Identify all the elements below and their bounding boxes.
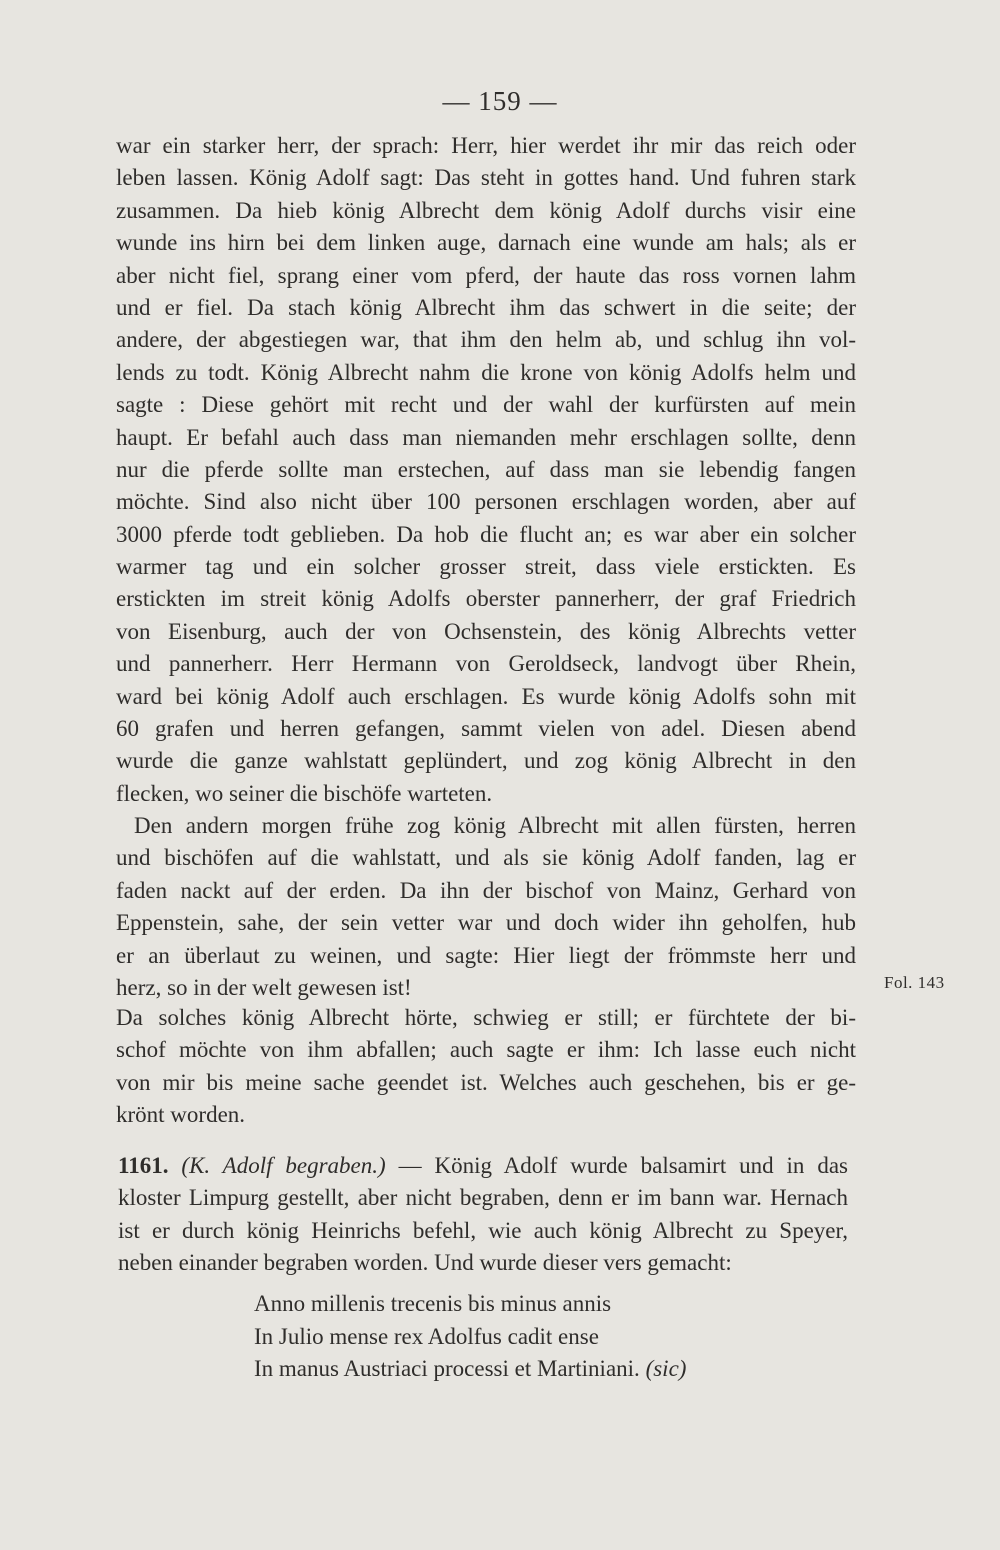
text-line: Den andern morgen frühe zog könig Albrecht mit allen fürsten, herren — [134, 813, 856, 838]
text-line: er an überlaut zu weinen, und sagte: Hier liegt der frömmste herr und — [116, 942, 856, 968]
margin-folio-note: Fol. 143 — [884, 973, 945, 992]
text-line: aber nicht fiel, sprang einer vom pferd, der haute das ross vornen lahm — [116, 262, 856, 288]
text-line: herz, so in der welt gewesen ist! — [116, 974, 412, 1000]
latin-verse — [254, 1288, 686, 1386]
text-line: und pannerherr. Herr Hermann von Geroldseck, landvogt über Rhein, — [116, 651, 856, 677]
text-line: Da solches könig Albrecht hörte, schwieg er still; er fürchtete der bi- — [116, 1005, 856, 1030]
text-line: leben lassen. König Adolf sagt: Das steht in gottes hand. Und fuhren stark — [116, 165, 856, 191]
text-line: warmer tag und ein solcher grosser streit, dass viele erstickten. Es — [116, 554, 856, 580]
text-line: 3000 pferde todt geblieben. Da hob die flucht an; es war aber ein solcher — [116, 521, 856, 547]
text-line: Eppenstein, sahe, der sein vetter war und doch wider ihn geholfen, hub — [116, 910, 856, 936]
entry-number: 1161. — [118, 1153, 169, 1178]
text-line: kloster Limpurg gestellt, aber nicht begraben, denn er im bann war. Hernach — [118, 1185, 848, 1211]
text-line: faden nackt auf der erden. Da ihn der bischof von Mainz, Gerhard von — [116, 877, 856, 903]
text-line: von Eisenburg, auch der von Ochsenstein, des könig Albrechts vetter — [116, 618, 856, 644]
text-line: von mir bis meine sache geendet ist. Welches auch geschehen, bis er ge- — [116, 1069, 856, 1095]
text-line: war ein starker herr, der sprach: Herr, hier werdet ihr mir das reich oder — [116, 133, 856, 158]
text-line: andere, der abgestiegen war, that ihm den helm ab, und schlug ihn vol- — [116, 327, 856, 353]
text-line: ward bei könig Adolf auch erschlagen. Es wurde könig Adolfs sohn mit — [116, 683, 856, 709]
text-line: wunde ins hirn bei dem linken auge, darnach eine wunde am hals; als er — [116, 230, 856, 256]
text-line: sagte : Diese gehört mit recht und der wahl der kurfürsten auf mein — [116, 392, 856, 418]
text-line: flecken, wo seiner die bischöfe warteten. — [116, 780, 493, 806]
text-line: wurde die ganze wahlstatt geplündert, und zog könig Albrecht in den — [116, 748, 856, 774]
text-line: krönt worden. — [116, 1102, 246, 1128]
paragraph-battle — [116, 130, 856, 810]
verse-line-text: In manus Austriaci processi et Martiniani. — [254, 1356, 640, 1381]
text-line: neben einander begraben worden. Und wurde dieser vers gemacht: — [118, 1250, 732, 1276]
entry-heading-line — [118, 1150, 848, 1182]
entry-1161 — [118, 1150, 848, 1280]
paragraph-silence — [116, 1002, 856, 1132]
page-number: — 159 — — [442, 86, 558, 116]
text-line: 60 grafen und herren gefangen, sammt vielen von adel. Diesen abend — [116, 716, 856, 742]
verse-line: In Julio mense rex Adolfus cadit ense — [254, 1323, 599, 1349]
text-line: nur die pferde sollte man erstechen, auf dass man sie lebendig fangen — [116, 456, 856, 482]
text-line: und bischöfen auf die wahlstatt, und als sie könig Adolf fanden, lag er — [116, 845, 856, 871]
sic-note: (sic) — [645, 1356, 687, 1381]
entry-first-line: — König Adolf wurde balsamirt und in das — [385, 1153, 848, 1178]
verse-line: Anno millenis trecenis bis minus annis — [254, 1291, 612, 1316]
text-line: und er fiel. Da stach könig Albrecht ihm das schwert in die seite; der — [116, 294, 856, 320]
text-line: lends zu todt. König Albrecht nahm die krone von könig Adolfs helm und — [116, 359, 856, 385]
text-line: ist er durch könig Heinrichs befehl, wie auch könig Albrecht zu Speyer, — [118, 1217, 848, 1243]
text-line: möchte. Sind also nicht über 100 personen erschlagen worden, aber auf — [116, 489, 856, 515]
text-line: schof möchte von ihm abfallen; auch sagte er ihm: Ich lasse euch nicht — [116, 1037, 856, 1063]
text-line: haupt. Er befahl auch dass man niemanden mehr erschlagen sollte, denn — [116, 424, 856, 450]
text-line: erstickten im streit könig Adolfs oberster pannerherr, der graf Friedrich — [116, 586, 856, 612]
text-line: zusammen. Da hieb könig Albrecht dem könig Adolf durchs visir eine — [116, 197, 856, 223]
verse-line — [254, 1353, 686, 1386]
paragraph-morning — [116, 810, 856, 1004]
entry-title: (K. Adolf begraben.) — [181, 1153, 386, 1178]
